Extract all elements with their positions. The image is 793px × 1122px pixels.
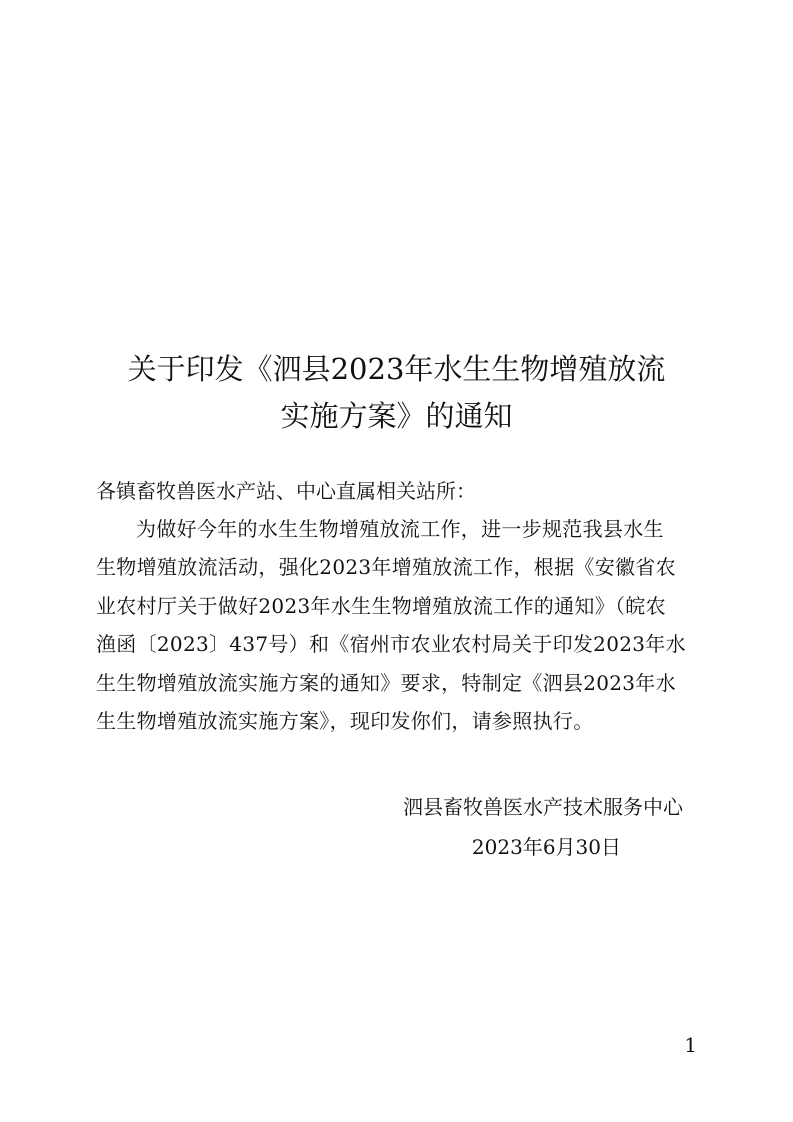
body-line-4: 渔函〔2023〕437号）和《宿州市农业农村局关于印发2023年水 (96, 632, 686, 657)
body-line-5: 生生物增殖放流实施方案的通知》要求，特制定《泗县2023年水 (96, 670, 676, 695)
body-line-3: 业农村厅关于做好2023年水生生物增殖放流工作的通知》（皖农 (96, 593, 666, 618)
page-number: 1 (684, 1033, 697, 1057)
issue-date: 2023年6月30日 (471, 835, 621, 859)
body-line-6: 生生物增殖放流实施方案》，现印发你们，请参照执行。 (96, 708, 594, 733)
body-line-2: 生物增殖放流活动，强化2023年增殖放流工作，根据《安徽省农 (96, 555, 676, 580)
title-line-2: 实施方案》的通知 (280, 399, 513, 433)
issuer-signature: 泗县畜牧兽医水产技术服务中心 (403, 795, 683, 819)
salutation: 各镇畜牧兽医水产站、中心直属相关站所： (96, 479, 476, 503)
title-line-1: 关于印发《泗县2023年水生生物增殖放流 (127, 352, 666, 386)
body-paragraph (96, 514, 706, 744)
body-line-1: 为做好今年的水生生物增殖放流工作，进一步规范我县水生 (136, 517, 664, 541)
document-title (60, 346, 733, 440)
